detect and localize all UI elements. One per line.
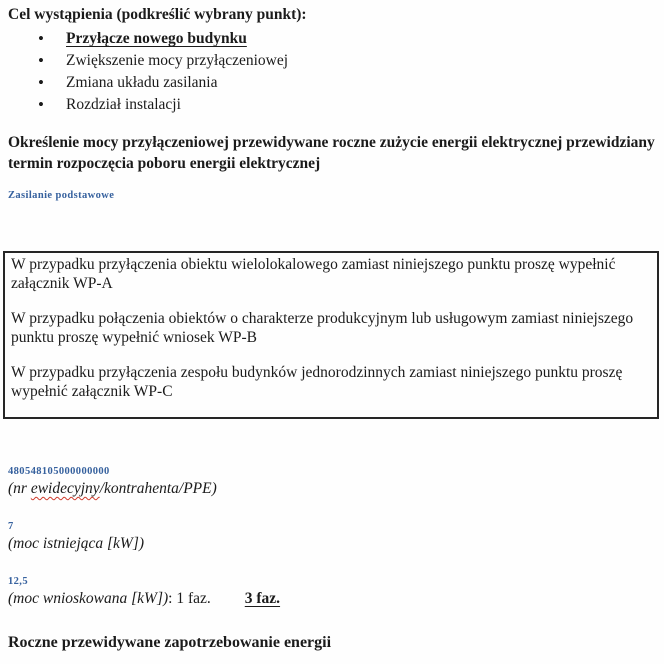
supply-type-field[interactable]: Zasilanie podstawowe <box>8 190 115 201</box>
purpose-option-power-increase[interactable] <box>8 50 656 72</box>
existing-power-field[interactable]: 7 <box>8 521 14 532</box>
purpose-options-list <box>8 28 656 116</box>
existing-power-caption: (moc istniejąca [kW]) <box>8 535 145 552</box>
ppe-caption-post: /kontrahenta/PPE) <box>99 480 217 497</box>
info-box <box>3 251 659 419</box>
ppe-number-field[interactable]: 480548105000000000 <box>8 466 110 477</box>
annual-demand-heading: Roczne przewidywane zapotrzebowanie energii <box>8 634 332 651</box>
info-box-paragraph-wpc: W przypadku przyłączenia zespołu budynków jednorodzinnych zamiast niniejszego punktu proszę wypełnić załącznik WP-C <box>11 364 623 400</box>
purpose-option-installation-split[interactable] <box>8 94 656 116</box>
power-section-heading: Określenie mocy przyłączeniowej przewidywane roczne zużycie energii elektrycznej przewidziany termin rozpoczęcia poboru energii elektrycznej <box>8 134 655 172</box>
ppe-caption-misspelled-word: ewidecyjny <box>30 480 100 497</box>
purpose-section-title: Cel wystąpienia (podkreślić wybrany punkt): <box>8 6 307 23</box>
purpose-option-new-connection[interactable] <box>8 28 656 50</box>
purpose-option-label: Zmiana układu zasilania <box>66 74 218 91</box>
purpose-option-label: Zwiększenie mocy przyłączeniowej <box>66 52 289 69</box>
purpose-option-supply-change[interactable] <box>8 72 656 94</box>
purpose-option-label: Przyłącze nowego budynku <box>66 30 247 47</box>
purpose-option-label: Rozdział instalacji <box>66 96 181 113</box>
requested-power-caption: (moc wnioskowana [kW]) <box>8 590 169 607</box>
phase-option-3-selected[interactable]: 3 faz. <box>244 590 281 607</box>
ppe-caption-pre: (nr <box>8 480 31 497</box>
info-box-paragraph-wpa: W przypadku przyłączenia obiektu wielolokalowego zamiast niniejszego punktu proszę wypełnić załącznik WP-A <box>11 256 616 292</box>
phase-option-1[interactable]: : 1 faz. <box>168 590 211 607</box>
info-box-paragraph-wpb: W przypadku połączenia obiektów o charakterze produkcyjnym lub usługowym zamiast niniejszego punktu proszę wypełnić wniosek WP-B <box>11 310 634 346</box>
ppe-number-caption <box>8 479 656 499</box>
requested-power-field[interactable]: 12,5 <box>8 576 28 587</box>
requested-power-caption-row <box>8 589 656 609</box>
